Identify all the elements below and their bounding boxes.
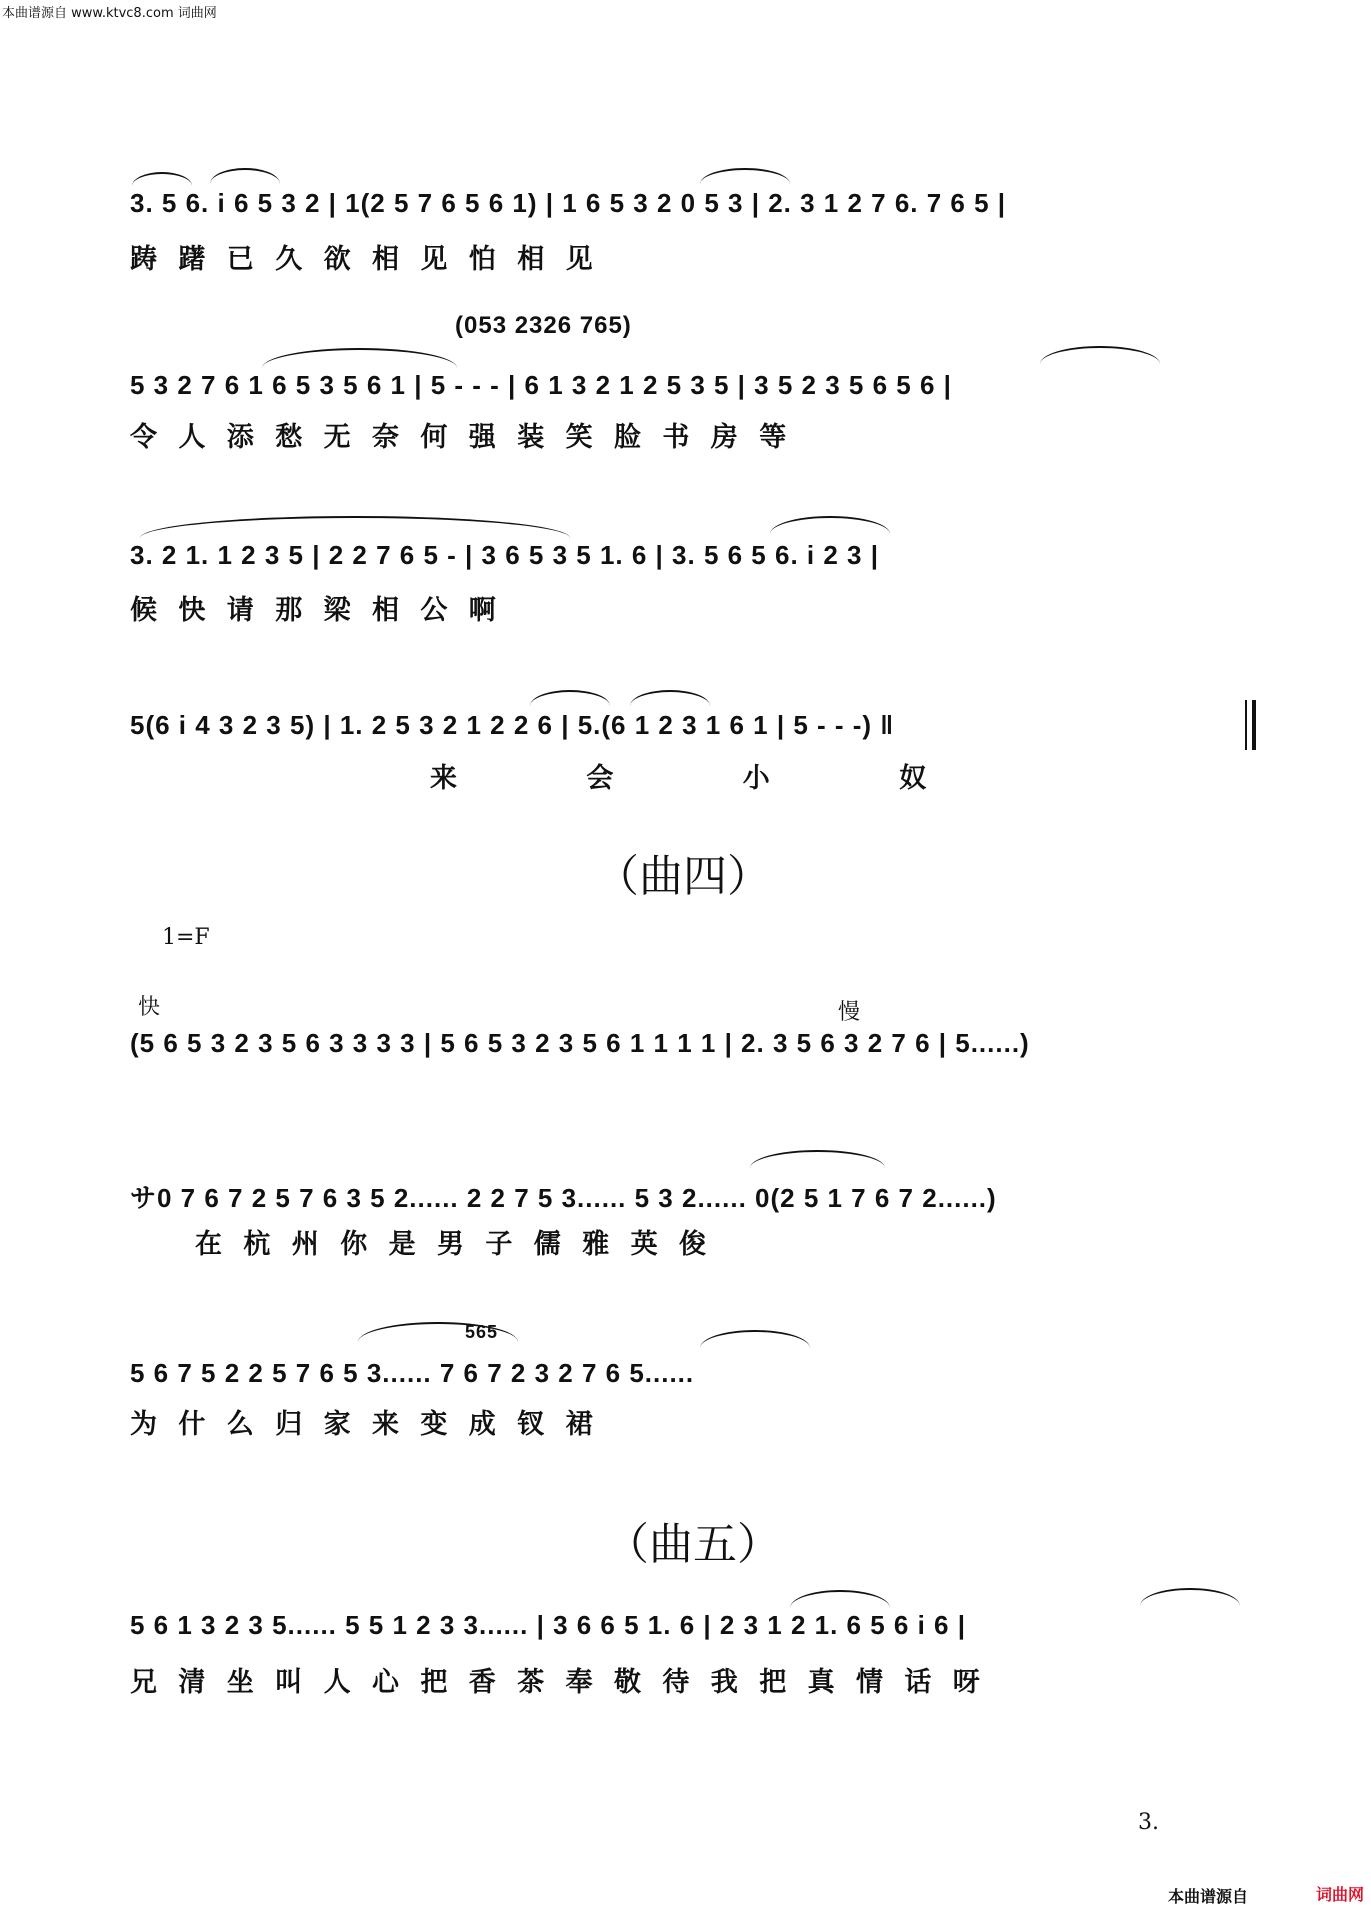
slur xyxy=(790,1590,890,1608)
slur xyxy=(700,1330,810,1348)
lyrics-row-1: 踌 躇 已 久 欲 相 见 怕 相 见 xyxy=(130,244,599,275)
footer-site: 词曲网 xyxy=(1316,1885,1365,1904)
page-number: 3. xyxy=(1138,1810,1159,1835)
lyrics-row-7: 为 什 么 归 家 来 变 成 钗 裙 xyxy=(130,1409,599,1440)
slur xyxy=(750,1150,885,1168)
notation-row-2: 5 3 2 7 6 1 6 5 3 5 6 1 | 5 - - - | 6 1 3 2 1 2 5 3 5 | 3 5 2 3 5 6 5 6 | xyxy=(130,370,952,400)
lyrics-row-3: 候 快 请 那 梁 相 公 啊 xyxy=(130,595,502,626)
notation-row-1: 3. 5 6. i 6 5 3 2 | 1(2 5 7 6 5 6 1) | 1 6 5 3 2 0 5 3 | 2. 3 1 2 7 6. 7 6 5 | xyxy=(130,188,1007,218)
footer-source: 本曲谱源自 xyxy=(1168,1887,1249,1906)
slur xyxy=(1040,346,1160,364)
lyrics-row-6: 在 杭 州 你 是 男 子 儒 雅 英 俊 xyxy=(195,1229,712,1260)
section-title-4: （曲四） xyxy=(595,851,771,902)
notation-above-row-2: (053 2326 765) xyxy=(455,312,632,339)
tempo-marking-slow: 慢 xyxy=(838,1000,861,1025)
tempo-marking-fast: 快 xyxy=(138,995,161,1020)
notation-row-7: 5 6 7 5 2 2 5 7 6 5 3...... 7 6 7 2 3 2 7 6 5...... xyxy=(130,1358,695,1388)
slur xyxy=(770,516,890,534)
slur xyxy=(140,516,570,538)
notation-row-4: 5(6 i 4 3 2 3 5) | 1. 2 5 3 2 1 2 2 6 | 5.(6 1 2 3 1 6 1 | 5 - - -) ‖ xyxy=(130,710,895,740)
slur xyxy=(530,690,610,706)
slur xyxy=(700,168,790,184)
slur xyxy=(1140,1588,1240,1606)
slur xyxy=(262,348,457,368)
final-barline xyxy=(1245,700,1247,750)
notation-row-8: 5 6 1 3 2 3 5...... 5 5 1 2 3 3...... | 3 6 6 5 1. 6 | 2 3 1 2 1. 6 5 6 i 6 | xyxy=(130,1610,966,1640)
lyrics-row-8: 兄 清 坐 叫 人 心 把 香 茶 奉 敬 待 我 把 真 情 话 呀 xyxy=(130,1667,986,1698)
notation-row-6: サ0 7 6 7 2 5 7 6 3 5 2...... 2 2 7 5 3...... 5 3 2...... 0(2 5 1 7 6 7 2......) xyxy=(130,1183,997,1213)
notation-row-3: 3. 2 1. 1 2 3 5 | 2 2 7 6 5 - | 3 6 5 3 5 1. 6 | 3. 5 6 5 6. i 2 3 | xyxy=(130,540,879,570)
slur xyxy=(210,168,280,184)
grace-notes: 565 xyxy=(465,1322,499,1342)
key-signature: 1=F xyxy=(162,925,210,950)
slur xyxy=(630,690,710,706)
slur xyxy=(132,172,192,186)
lyrics-row-2: 令 人 添 愁 无 奈 何 强 装 笑 脸 书 房 等 xyxy=(130,422,793,453)
source-header: 本曲谱源自 www.ktvc8.com 词曲网 xyxy=(2,6,217,21)
final-barline-thick xyxy=(1252,700,1256,750)
section-title-5: （曲五） xyxy=(605,1519,781,1570)
lyrics-row-4: 来 会 小 奴 xyxy=(430,763,987,794)
notation-row-5: (5 6 5 3 2 3 5 6 3 3 3 3 | 5 6 5 3 2 3 5 6 1 1 1 1 | 2. 3 5 6 3 2 7 6 | 5......) xyxy=(130,1028,1030,1058)
